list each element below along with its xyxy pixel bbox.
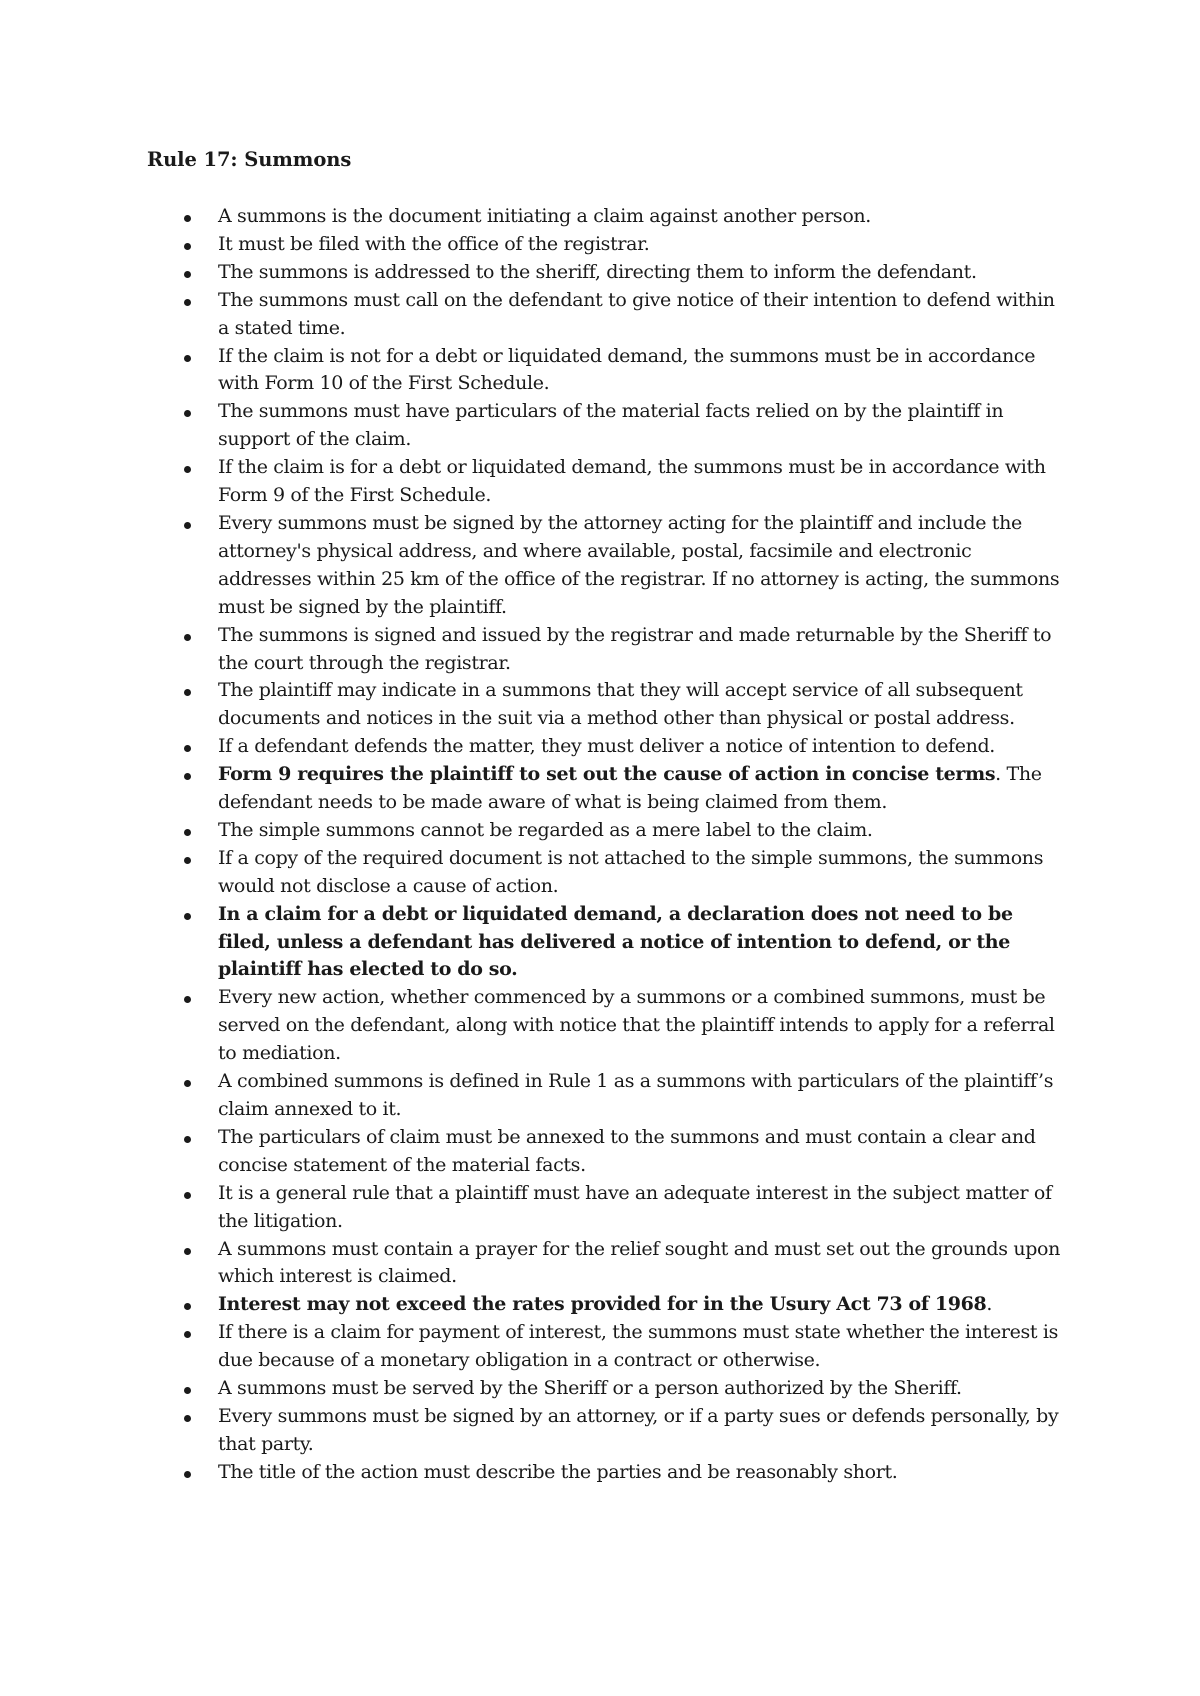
list-item (147, 259, 1067, 287)
list-item-text: The simple summons cannot be regarded as a mere label to the claim. (218, 818, 873, 841)
list-item-text: . The defendant needs to be made aware of what is being claimed from them. (218, 763, 1042, 814)
list-item-text: The summons is signed and issued by the registrar and made returnable by the Sheriff to the court through the registrar. (218, 623, 1052, 674)
bullet-icon (184, 1387, 191, 1394)
list-item (147, 1319, 1067, 1375)
bullet-icon (184, 1192, 191, 1199)
list-item (147, 203, 1067, 231)
list-item-text: Every summons must be signed by the attorney acting for the plaintiff and include the attorney's physical address, and where available, postal, facsimile and electronic addresses within 25 km of the office of the registrar. If no attorney is acting, the summons must be signed by the plaintiff. (218, 511, 1060, 618)
bullet-icon (184, 215, 191, 222)
list-item (147, 454, 1067, 510)
bullet-icon (184, 271, 191, 278)
list-item (147, 510, 1067, 622)
list-item-bold-text: Interest may not exceed the rates provided for in the Usury Act 73 of 1968 (218, 1293, 987, 1316)
list-item (147, 1068, 1067, 1124)
list-item (147, 1124, 1067, 1180)
list-item-text: If the claim is not for a debt or liquidated demand, the summons must be in accordance with Form 10 of the First Schedule. (218, 344, 1036, 395)
bullet-icon (184, 1415, 191, 1422)
list-item-text: The plaintiff may indicate in a summons that they will accept service of all subsequent documents and notices in the suit via a method other than physical or postal address. (218, 679, 1023, 730)
list-item (147, 817, 1067, 845)
list-item (147, 1375, 1067, 1403)
bullet-icon (184, 1471, 191, 1478)
list-item (147, 1180, 1067, 1236)
list-item-text: A summons must be served by the Sheriff or a person authorized by the Sheriff. (218, 1377, 962, 1400)
bullet-icon (184, 299, 191, 306)
list-item (147, 733, 1067, 761)
list-item-text: The summons must call on the defendant to give notice of their intention to defend within a stated time. (218, 288, 1055, 339)
list-item-text: If the claim is for a debt or liquidated demand, the summons must be in accordance with Form 9 of the First Schedule. (218, 456, 1046, 507)
bullet-icon (184, 1331, 191, 1338)
list-item (147, 1236, 1067, 1292)
list-item (147, 677, 1067, 733)
bullet-icon (184, 634, 191, 641)
list-item-text: The summons must have particulars of the material facts relied on by the plaintiff in support of the claim. (218, 400, 1004, 451)
list-item (147, 1459, 1067, 1487)
bullet-icon (184, 1303, 191, 1310)
list-item-bold-text: In a claim for a debt or liquidated demand, a declaration does not need to be filed, unless a defendant has delivered a notice of intention to defend, or the plaintiff has elected to do so. (218, 902, 1013, 981)
bullet-icon (184, 1136, 191, 1143)
bullet-icon (184, 1080, 191, 1087)
list-item-text: A summons must contain a prayer for the relief sought and must set out the grounds upon which interest is claimed. (218, 1237, 1061, 1288)
bullet-icon (184, 689, 191, 696)
list-item (147, 1403, 1067, 1459)
list-item-text: It is a general rule that a plaintiff must have an adequate interest in the subject matter of the litigation. (218, 1181, 1052, 1232)
bullet-icon (184, 466, 191, 473)
document-title: Rule 17: Summons (147, 148, 352, 171)
list-item-text: If a defendant defends the matter, they must deliver a notice of intention to defend. (218, 735, 995, 758)
bullet-icon (184, 996, 191, 1003)
list-item (147, 287, 1067, 343)
list-item-text: The particulars of claim must be annexed to the summons and must contain a clear and concise statement of the material facts. (218, 1125, 1036, 1176)
list-item-text: The title of the action must describe the parties and be reasonably short. (218, 1460, 898, 1483)
bullet-icon (184, 829, 191, 836)
bullet-icon (184, 1248, 191, 1255)
list-item-bold-text: Form 9 requires the plaintiff to set out the cause of action in concise terms (218, 763, 996, 786)
list-item-text: If there is a claim for payment of interest, the summons must state whether the interest is due because of a monetary obligation in a contract or otherwise. (218, 1321, 1058, 1372)
bullet-list (147, 203, 1067, 1487)
list-item-text: If a copy of the required document is not attached to the simple summons, the summons would not disclose a cause of action. (218, 846, 1044, 897)
bullet-icon (184, 243, 191, 250)
bullet-icon (184, 857, 191, 864)
list-item (147, 1291, 1067, 1319)
list-item-text: . (986, 1293, 993, 1316)
list-item (147, 845, 1067, 901)
list-item (147, 398, 1067, 454)
list-item-text: It must be filed with the office of the registrar. (218, 232, 650, 255)
bullet-icon (184, 522, 191, 529)
list-item-text: The summons is addressed to the sheriff, directing them to inform the defendant. (218, 260, 977, 283)
list-item (147, 984, 1067, 1068)
bullet-icon (184, 355, 191, 362)
list-item-text: A summons is the document initiating a claim against another person. (218, 205, 872, 227)
list-item (147, 231, 1067, 259)
bullet-icon (184, 773, 191, 780)
list-item-text: Every new action, whether commenced by a summons or a combined summons, must be served on the defendant, along with notice that the plaintiff intends to apply for a referral to mediation. (218, 986, 1055, 1065)
list-item (147, 622, 1067, 678)
list-item (147, 761, 1067, 817)
bullet-icon (184, 913, 191, 920)
bullet-icon (184, 410, 191, 417)
list-item (147, 343, 1067, 399)
list-item-text: Every summons must be signed by an attorney, or if a party sues or defends personally, by that party. (218, 1404, 1059, 1455)
list-item-text: A combined summons is defined in Rule 1 as a summons with particulars of the plaintiff’s claim annexed to it. (218, 1070, 1054, 1120)
bullet-icon (184, 745, 191, 752)
list-item (147, 901, 1067, 985)
